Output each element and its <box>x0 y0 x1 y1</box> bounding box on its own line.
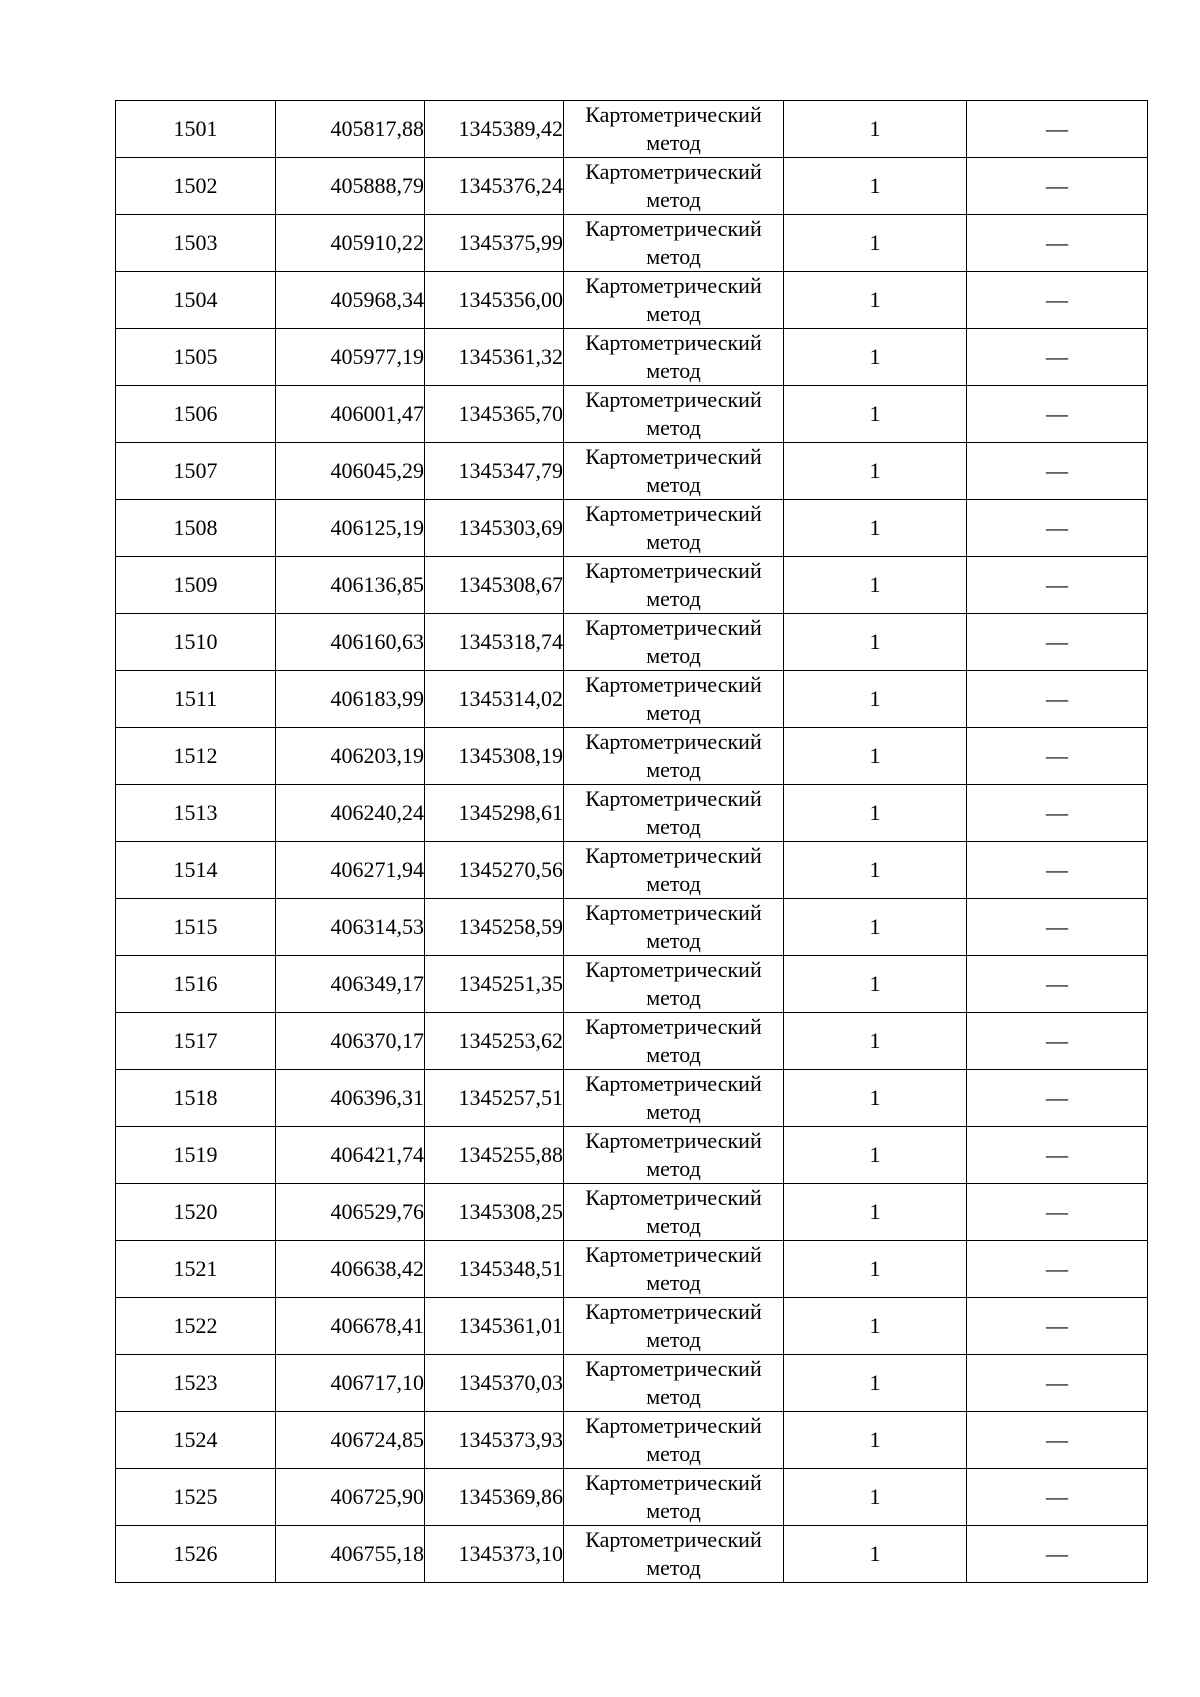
point-number-cell: 1522 <box>116 1298 276 1355</box>
method-label-line1: Картометрический <box>585 1413 762 1438</box>
table-row <box>116 899 1148 956</box>
x-coordinate-cell: 406724,85 <box>276 1412 425 1469</box>
method-label-line1: Картометрический <box>585 1470 762 1495</box>
y-coordinate-cell: 1345361,32 <box>425 329 564 386</box>
y-coordinate-cell: 1345308,25 <box>425 1184 564 1241</box>
description-cell: — <box>967 443 1148 500</box>
method-cell <box>564 1469 784 1526</box>
method-label-line2: метод <box>646 1156 701 1181</box>
table-row <box>116 158 1148 215</box>
point-number-cell: 1505 <box>116 329 276 386</box>
table-row <box>116 728 1148 785</box>
point-number-cell: 1523 <box>116 1355 276 1412</box>
method-label-line1: Картометрический <box>585 558 762 583</box>
description-cell: — <box>967 215 1148 272</box>
y-coordinate-cell: 1345270,56 <box>425 842 564 899</box>
x-coordinate-cell: 406638,42 <box>276 1241 425 1298</box>
table-row <box>116 272 1148 329</box>
point-number-cell: 1512 <box>116 728 276 785</box>
description-cell: — <box>967 785 1148 842</box>
method-cell <box>564 899 784 956</box>
method-cell <box>564 557 784 614</box>
description-cell: — <box>967 728 1148 785</box>
table-row <box>116 614 1148 671</box>
table-row <box>116 1469 1148 1526</box>
point-number-cell: 1524 <box>116 1412 276 1469</box>
description-cell: — <box>967 1469 1148 1526</box>
method-label-line1: Картометрический <box>585 843 762 868</box>
point-number-cell: 1506 <box>116 386 276 443</box>
point-number-cell: 1511 <box>116 671 276 728</box>
coordinates-table <box>115 100 1148 1583</box>
method-cell <box>564 158 784 215</box>
x-coordinate-cell: 405910,22 <box>276 215 425 272</box>
description-cell: — <box>967 1298 1148 1355</box>
point-number-cell: 1514 <box>116 842 276 899</box>
y-coordinate-cell: 1345303,69 <box>425 500 564 557</box>
method-label-line1: Картометрический <box>585 786 762 811</box>
method-cell <box>564 842 784 899</box>
y-coordinate-cell: 1345318,74 <box>425 614 564 671</box>
point-number-cell: 1521 <box>116 1241 276 1298</box>
y-coordinate-cell: 1345251,35 <box>425 956 564 1013</box>
accuracy-cell: 1 <box>784 899 967 956</box>
table-row <box>116 785 1148 842</box>
method-label-line2: метод <box>646 928 701 953</box>
table-row <box>116 500 1148 557</box>
table-row <box>116 1526 1148 1583</box>
table-row <box>116 443 1148 500</box>
accuracy-cell: 1 <box>784 842 967 899</box>
x-coordinate-cell: 406314,53 <box>276 899 425 956</box>
point-number-cell: 1508 <box>116 500 276 557</box>
method-label-line2: метод <box>646 814 701 839</box>
method-label-line1: Картометрический <box>585 1242 762 1267</box>
x-coordinate-cell: 406421,74 <box>276 1127 425 1184</box>
method-label-line1: Картометрический <box>585 615 762 640</box>
table-row <box>116 1184 1148 1241</box>
x-coordinate-cell: 405968,34 <box>276 272 425 329</box>
method-label-line2: метод <box>646 1327 701 1352</box>
accuracy-cell: 1 <box>784 272 967 329</box>
method-label-line2: метод <box>646 472 701 497</box>
x-coordinate-cell: 405817,88 <box>276 101 425 158</box>
y-coordinate-cell: 1345373,93 <box>425 1412 564 1469</box>
x-coordinate-cell: 406125,19 <box>276 500 425 557</box>
y-coordinate-cell: 1345308,67 <box>425 557 564 614</box>
y-coordinate-cell: 1345314,02 <box>425 671 564 728</box>
x-coordinate-cell: 406717,10 <box>276 1355 425 1412</box>
description-cell: — <box>967 842 1148 899</box>
method-label-line1: Картометрический <box>585 387 762 412</box>
x-coordinate-cell: 406725,90 <box>276 1469 425 1526</box>
accuracy-cell: 1 <box>784 101 967 158</box>
accuracy-cell: 1 <box>784 158 967 215</box>
x-coordinate-cell: 406755,18 <box>276 1526 425 1583</box>
x-coordinate-cell: 406240,24 <box>276 785 425 842</box>
method-cell <box>564 386 784 443</box>
y-coordinate-cell: 1345376,24 <box>425 158 564 215</box>
method-label-line2: метод <box>646 586 701 611</box>
method-cell <box>564 329 784 386</box>
y-coordinate-cell: 1345365,70 <box>425 386 564 443</box>
point-number-cell: 1502 <box>116 158 276 215</box>
method-cell <box>564 1127 784 1184</box>
method-label-line2: метод <box>646 871 701 896</box>
accuracy-cell: 1 <box>784 785 967 842</box>
method-cell <box>564 1070 784 1127</box>
coordinates-table-body <box>116 101 1148 1583</box>
point-number-cell: 1520 <box>116 1184 276 1241</box>
y-coordinate-cell: 1345369,86 <box>425 1469 564 1526</box>
y-coordinate-cell: 1345361,01 <box>425 1298 564 1355</box>
method-label-line1: Картометрический <box>585 1527 762 1552</box>
method-label-line1: Картометрический <box>585 216 762 241</box>
method-label-line1: Картометрический <box>585 159 762 184</box>
method-cell <box>564 728 784 785</box>
accuracy-cell: 1 <box>784 1469 967 1526</box>
table-row <box>116 1355 1148 1412</box>
point-number-cell: 1526 <box>116 1526 276 1583</box>
method-label-line1: Картометрический <box>585 273 762 298</box>
x-coordinate-cell: 406396,31 <box>276 1070 425 1127</box>
table-row <box>116 1127 1148 1184</box>
description-cell: — <box>967 671 1148 728</box>
accuracy-cell: 1 <box>784 386 967 443</box>
method-cell <box>564 215 784 272</box>
method-label-line2: метод <box>646 244 701 269</box>
x-coordinate-cell: 406370,17 <box>276 1013 425 1070</box>
method-label-line2: метод <box>646 1213 701 1238</box>
method-label-line2: метод <box>646 643 701 668</box>
description-cell: — <box>967 1013 1148 1070</box>
method-label-line1: Картометрический <box>585 501 762 526</box>
y-coordinate-cell: 1345308,19 <box>425 728 564 785</box>
point-number-cell: 1517 <box>116 1013 276 1070</box>
method-label-line2: метод <box>646 301 701 326</box>
method-cell <box>564 671 784 728</box>
accuracy-cell: 1 <box>784 500 967 557</box>
method-label-line2: метод <box>646 757 701 782</box>
description-cell: — <box>967 1526 1148 1583</box>
table-row <box>116 215 1148 272</box>
accuracy-cell: 1 <box>784 1412 967 1469</box>
method-cell <box>564 1013 784 1070</box>
description-cell: — <box>967 1184 1148 1241</box>
table-row <box>116 1241 1148 1298</box>
method-label-line1: Картометрический <box>585 729 762 754</box>
method-label-line2: метод <box>646 700 701 725</box>
accuracy-cell: 1 <box>784 1070 967 1127</box>
accuracy-cell: 1 <box>784 1184 967 1241</box>
method-cell <box>564 101 784 158</box>
y-coordinate-cell: 1345375,99 <box>425 215 564 272</box>
y-coordinate-cell: 1345389,42 <box>425 101 564 158</box>
table-row <box>116 671 1148 728</box>
x-coordinate-cell: 406271,94 <box>276 842 425 899</box>
method-label-line2: метод <box>646 415 701 440</box>
method-cell <box>564 785 784 842</box>
method-label-line2: метод <box>646 187 701 212</box>
point-number-cell: 1516 <box>116 956 276 1013</box>
method-label-line2: метод <box>646 1441 701 1466</box>
method-label-line1: Картометрический <box>585 1014 762 1039</box>
accuracy-cell: 1 <box>784 1355 967 1412</box>
x-coordinate-cell: 405888,79 <box>276 158 425 215</box>
x-coordinate-cell: 406349,17 <box>276 956 425 1013</box>
method-label-line2: метод <box>646 130 701 155</box>
accuracy-cell: 1 <box>784 956 967 1013</box>
description-cell: — <box>967 557 1148 614</box>
table-row <box>116 1013 1148 1070</box>
method-label-line1: Картометрический <box>585 1185 762 1210</box>
description-cell: — <box>967 899 1148 956</box>
method-label-line2: метод <box>646 1555 701 1580</box>
description-cell: — <box>967 500 1148 557</box>
point-number-cell: 1509 <box>116 557 276 614</box>
method-label-line1: Картометрический <box>585 330 762 355</box>
method-label-line1: Картометрический <box>585 957 762 982</box>
point-number-cell: 1518 <box>116 1070 276 1127</box>
description-cell: — <box>967 158 1148 215</box>
accuracy-cell: 1 <box>784 1526 967 1583</box>
x-coordinate-cell: 406045,29 <box>276 443 425 500</box>
method-cell <box>564 1184 784 1241</box>
y-coordinate-cell: 1345347,79 <box>425 443 564 500</box>
table-row <box>116 329 1148 386</box>
y-coordinate-cell: 1345356,00 <box>425 272 564 329</box>
description-cell: — <box>967 614 1148 671</box>
method-label-line1: Картометрический <box>585 900 762 925</box>
method-label-line2: метод <box>646 1270 701 1295</box>
method-cell <box>564 1355 784 1412</box>
method-label-line1: Картометрический <box>585 672 762 697</box>
table-row <box>116 956 1148 1013</box>
accuracy-cell: 1 <box>784 443 967 500</box>
method-cell <box>564 1241 784 1298</box>
x-coordinate-cell: 406678,41 <box>276 1298 425 1355</box>
point-number-cell: 1513 <box>116 785 276 842</box>
x-coordinate-cell: 406203,19 <box>276 728 425 785</box>
method-label-line1: Картометрический <box>585 1299 762 1324</box>
method-label-line2: метод <box>646 985 701 1010</box>
method-cell <box>564 1298 784 1355</box>
method-cell <box>564 1412 784 1469</box>
description-cell: — <box>967 1127 1148 1184</box>
table-row <box>116 386 1148 443</box>
point-number-cell: 1519 <box>116 1127 276 1184</box>
y-coordinate-cell: 1345257,51 <box>425 1070 564 1127</box>
table-row <box>116 1298 1148 1355</box>
table-row <box>116 842 1148 899</box>
method-label-line1: Картометрический <box>585 1071 762 1096</box>
method-label-line2: метод <box>646 1042 701 1067</box>
x-coordinate-cell: 405977,19 <box>276 329 425 386</box>
description-cell: — <box>967 101 1148 158</box>
description-cell: — <box>967 1070 1148 1127</box>
method-cell <box>564 500 784 557</box>
point-number-cell: 1501 <box>116 101 276 158</box>
accuracy-cell: 1 <box>784 557 967 614</box>
method-label-line2: метод <box>646 1099 701 1124</box>
description-cell: — <box>967 1412 1148 1469</box>
method-label-line1: Картометрический <box>585 102 762 127</box>
y-coordinate-cell: 1345298,61 <box>425 785 564 842</box>
table-row <box>116 557 1148 614</box>
accuracy-cell: 1 <box>784 1241 967 1298</box>
method-cell <box>564 956 784 1013</box>
point-number-cell: 1510 <box>116 614 276 671</box>
description-cell: — <box>967 956 1148 1013</box>
method-label-line1: Картометрический <box>585 444 762 469</box>
method-cell <box>564 443 784 500</box>
y-coordinate-cell: 1345348,51 <box>425 1241 564 1298</box>
description-cell: — <box>967 272 1148 329</box>
description-cell: — <box>967 1355 1148 1412</box>
method-cell <box>564 1526 784 1583</box>
accuracy-cell: 1 <box>784 1298 967 1355</box>
y-coordinate-cell: 1345370,03 <box>425 1355 564 1412</box>
x-coordinate-cell: 406001,47 <box>276 386 425 443</box>
accuracy-cell: 1 <box>784 1013 967 1070</box>
method-cell <box>564 272 784 329</box>
y-coordinate-cell: 1345258,59 <box>425 899 564 956</box>
x-coordinate-cell: 406183,99 <box>276 671 425 728</box>
description-cell: — <box>967 386 1148 443</box>
point-number-cell: 1503 <box>116 215 276 272</box>
point-number-cell: 1525 <box>116 1469 276 1526</box>
point-number-cell: 1515 <box>116 899 276 956</box>
y-coordinate-cell: 1345253,62 <box>425 1013 564 1070</box>
accuracy-cell: 1 <box>784 614 967 671</box>
x-coordinate-cell: 406529,76 <box>276 1184 425 1241</box>
table-row <box>116 1070 1148 1127</box>
method-label-line1: Картометрический <box>585 1128 762 1153</box>
accuracy-cell: 1 <box>784 329 967 386</box>
accuracy-cell: 1 <box>784 728 967 785</box>
accuracy-cell: 1 <box>784 215 967 272</box>
accuracy-cell: 1 <box>784 1127 967 1184</box>
description-cell: — <box>967 329 1148 386</box>
method-label-line2: метод <box>646 358 701 383</box>
method-cell <box>564 614 784 671</box>
point-number-cell: 1504 <box>116 272 276 329</box>
method-label-line1: Картометрический <box>585 1356 762 1381</box>
x-coordinate-cell: 406160,63 <box>276 614 425 671</box>
method-label-line2: метод <box>646 1498 701 1523</box>
description-cell: — <box>967 1241 1148 1298</box>
point-number-cell: 1507 <box>116 443 276 500</box>
table-row <box>116 1412 1148 1469</box>
table-row <box>116 101 1148 158</box>
y-coordinate-cell: 1345373,10 <box>425 1526 564 1583</box>
x-coordinate-cell: 406136,85 <box>276 557 425 614</box>
y-coordinate-cell: 1345255,88 <box>425 1127 564 1184</box>
accuracy-cell: 1 <box>784 671 967 728</box>
method-label-line2: метод <box>646 1384 701 1409</box>
method-label-line2: метод <box>646 529 701 554</box>
